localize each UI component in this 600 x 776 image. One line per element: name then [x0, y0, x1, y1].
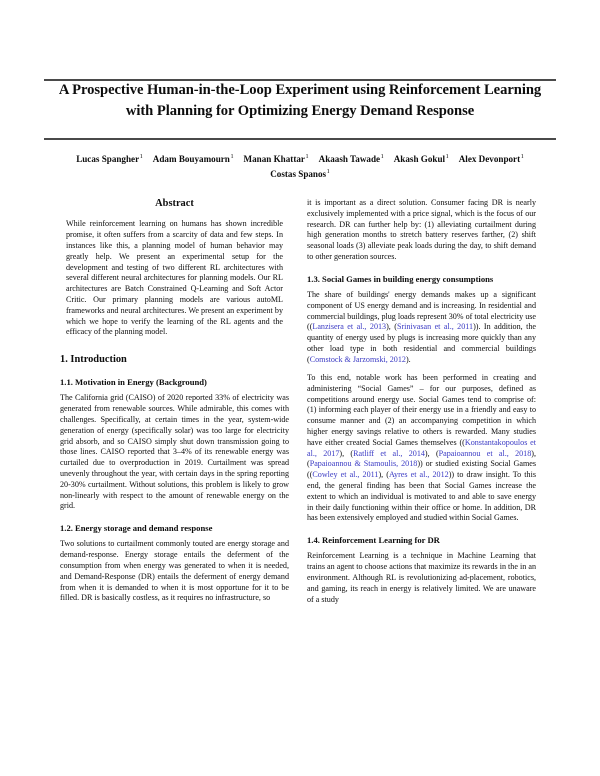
citation-link-lanzisera[interactable]: Lanzisera et al., 2013 — [312, 322, 387, 332]
author-name: Lucas Spangher — [76, 154, 140, 165]
paragraph-text: )) or studied existing Social Games (( — [307, 459, 537, 480]
author-affiliation-marker: 1 — [326, 167, 330, 175]
citation-link-comstock[interactable]: Comstock & Jarzomski, 2012 — [309, 354, 406, 364]
subsection-heading-motivation — [60, 377, 289, 388]
author-entry — [76, 154, 143, 164]
subsection-title: Energy storage and demand response — [75, 523, 213, 534]
subsection-title: Social Games in building energy consumptions — [322, 273, 494, 284]
paragraph-text: The share of buildings' energy demands makes up a significant component of US energy demand and is increasing. In residential and commercial buildings, plug loads represent 30% of total electricity use (( — [307, 290, 536, 332]
paragraph-text: ), ( — [424, 448, 439, 458]
author-name: Manan Khattar — [243, 154, 305, 165]
author-affiliation-marker: 1 — [380, 153, 384, 160]
author-affiliation-marker: 1 — [230, 153, 234, 160]
subsection-heading-storage — [60, 523, 289, 534]
subsection-number: 1.3. — [307, 273, 320, 284]
paragraph-text: ), ( — [339, 448, 354, 458]
author-entry — [394, 154, 449, 164]
citation-link-ratliff[interactable]: Ratliff et al., 2014 — [353, 448, 425, 458]
citation-link-papaioannou[interactable]: Papaioannou et al., 2018 — [438, 448, 532, 458]
author-entry — [270, 169, 330, 179]
paragraph-social-games-1 — [307, 290, 536, 366]
paragraph-text: )) to draw insight. To this end, the general finding has been that Social Games increase the extent to which an individual is motivated to and able to save energy in their daily functioning within their office or home. In addition, DR has been extensively employed and studied within Social Games. — [307, 470, 536, 523]
paragraph-social-games-2 — [307, 373, 536, 524]
abstract-body — [60, 219, 289, 338]
citation-link-srinivasan[interactable]: Srinivasan et al., 2011 — [396, 322, 474, 332]
subsection-title: Motivation in Energy (Background) — [75, 377, 207, 388]
citation-link-cowley[interactable]: Cowley et al., 2011 — [312, 470, 379, 480]
author-affiliation-marker: 1 — [139, 153, 143, 160]
paragraph-rl-for-dr-1: Reinforcement Learning is a technique in Machine Learning that trains an agent to choose actions that maximize its rewards in the in an environment. Although RL is revolutionizing ad-placement, robotics, and gaming, its reach in energy is relatively limited. We are unaware of a study — [307, 551, 536, 604]
column-left — [60, 198, 289, 604]
author-entry — [244, 154, 309, 164]
paper-title: A Prospective Human-in-the-Loop Experiment using Reinforcement Learning with Planning for Optimizing Energy Demand Response — [58, 82, 542, 119]
author-entry — [319, 154, 384, 164]
paragraph-storage-1: Two solutions to curtailment commonly touted are energy storage and demand-response. Energy storage entails the deferment of the consumption from when energy was generated to when it is needed, and Demand-Response (DR) entails the deferment of energy demand from when it is demanded to when it is most opportune for it to be filled. DR is basically costless, as it requires no infrastructure, so — [60, 539, 289, 603]
paragraph-text: To this end, notable work has been performed in creating and administering “Social Games” – for our purposes, defined as competitions around energy use. Social Games tend to comprise of: (1) informing each player of their energy use in a friendly and easy to consume manner and (2) an accompanying competition in which higher energy savings relative to others is rewarded. Many studies have either created Social Games themselves (( — [307, 373, 536, 447]
abstract-text: While reinforcement learning on humans has shown incredible promise, it often suffers from a scarcity of data and few steps. In instances like this, a planning model of human behavior may greatly help. We present an experimental setup for the development and testing of two different RL architectures with several different neural architectures for planning models. Our RL architectures are Batch Constrained Q-Learning and Soft Actor Critic. Our primary planning models are various autoML frameworks and neural architectures. We present an experiment by which we hope to verify the learning of the RL agents and the efficacy of the planning model. — [66, 219, 283, 337]
subsection-number: 1.1. — [60, 377, 73, 388]
paragraph-text: ), ( — [378, 470, 389, 480]
author-name: Alex Devonport — [458, 154, 521, 165]
section-number: 1. — [60, 354, 68, 366]
author-affiliation-marker: 1 — [445, 153, 449, 160]
paragraph-text: ). — [405, 354, 411, 364]
subsection-heading-social-games — [307, 274, 536, 285]
author-entry — [153, 154, 234, 164]
author-affiliation-marker: 1 — [305, 153, 309, 160]
citation-link-konstantakopoulos[interactable]: Konstantakopoulos et al., 2017 — [307, 437, 536, 458]
paragraph-storage-2: it is important as a direct solution. Consumer facing DR is nearly exclusively implemented with a price signal, which is the focus of our research. DR can further help by: (1) alleviating curtailment during high generation months to stretch battery reserves farther, (2) shift seasonal loads (3) alleviate peak loads during the day, to shift demand to other generation sources. — [307, 198, 536, 261]
section-heading-introduction — [60, 353, 289, 366]
author-affiliation-marker: 1 — [520, 153, 524, 160]
header-rule-under-title — [44, 138, 556, 140]
subsection-title: Reinforcement Learning for DR — [322, 535, 440, 546]
subsection-number: 1.4. — [307, 535, 320, 546]
section-title: Introduction — [70, 354, 127, 366]
author-name: Akash Gokul — [393, 154, 446, 165]
author-name: Adam Bouyamourn — [152, 154, 230, 165]
paragraph-motivation-1: The California grid (CAISO) of 2020 reported 33% of electricity was generated from renewable sources. While admirable, this comes with challenges. Specifically, at certain times in the year, system-wide generation of energy (specifically solar) was too large for electricity grid absorb, and so CAISO simply shut down transmission going to those lines. CAISO reported that 3–4% of its renewable energy was curtailed due to overproduction in 2019. Curtailment was spread unevenly throughout the year, with certain days in the spring reporting 20-30% curtailment. Without solutions, this problem is likely to grow non-linearly with respect to the amount of renewable energy on the grid. — [60, 393, 289, 511]
author-name: Costas Spanos — [270, 168, 327, 179]
paragraph-text: ), ( — [307, 448, 536, 469]
paragraph-text: )). In addition, the quantity of energy used by plugs is increasing more quickly than any other load type in both residential and commercial buildings ( — [307, 322, 536, 364]
abstract-heading: Abstract — [155, 198, 194, 209]
column-right — [307, 198, 536, 605]
author-name: Akaash Tawade — [318, 154, 381, 165]
author-list — [52, 152, 548, 182]
paragraph-text: ), ( — [386, 322, 397, 332]
citation-link-papaioannou-stamoulis[interactable]: Papaioannou & Stamoulis, 2018 — [309, 459, 418, 469]
subsection-heading-rl-for-dr — [307, 535, 536, 546]
citation-link-ayres[interactable]: Ayres et al., 2012 — [388, 470, 449, 480]
author-entry — [459, 154, 524, 164]
subsection-number: 1.2. — [60, 523, 73, 534]
